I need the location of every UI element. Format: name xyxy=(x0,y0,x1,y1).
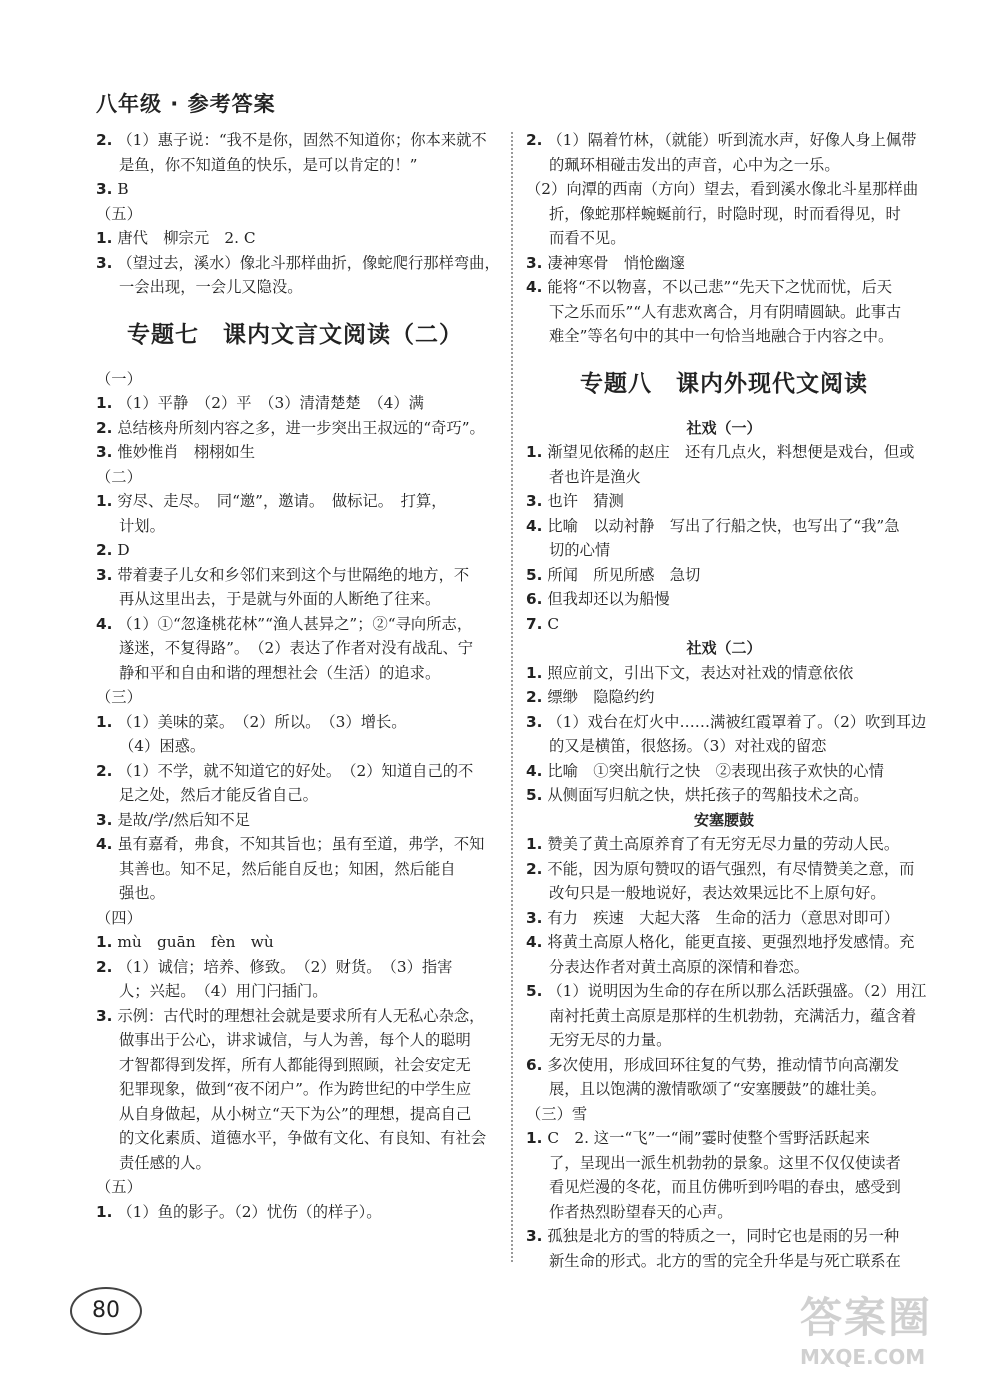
answer-text: 难全”等名句中的其中一句恰当地融合于内容之中。 xyxy=(549,327,894,345)
answer-text: 折，像蛇那样蜿蜒前行，时隐时现，时而看得见，时 xyxy=(549,204,901,223)
answer-number: 5. xyxy=(526,786,543,804)
answer-line xyxy=(96,1077,494,1102)
answer-line xyxy=(96,202,494,227)
answer-text: 犯罪现象，做到“夜不闭户”。作为跨世纪的中学生应 xyxy=(119,1080,472,1098)
answer-number: 4. xyxy=(96,614,113,633)
answer-text: （2）向潭的西南（方向）望去，看到溪水像北斗星那样曲 xyxy=(526,180,919,198)
answer-number: 6. xyxy=(526,1055,543,1074)
answer-number: 3. xyxy=(526,492,543,510)
answer-text: 照应前文，引出下文，表达对社戏的情意依依 xyxy=(547,663,854,682)
answer-text: 新生命的形式。北方的雪的完全升华是与死亡联系在 xyxy=(549,1251,901,1270)
answer-line xyxy=(526,153,922,178)
answer-line xyxy=(96,563,494,588)
answer-line xyxy=(526,1249,922,1274)
answer-line xyxy=(526,1004,922,1029)
answer-text: （四） xyxy=(96,908,142,927)
answer-line xyxy=(526,202,922,227)
right-column xyxy=(526,128,927,1273)
answer-line xyxy=(526,979,927,1004)
answer-text: 人；兴起。 （4）用门闩插门。 xyxy=(119,982,328,1000)
answer-text: 惟妙惟肖 栩栩如生 xyxy=(117,443,256,461)
answer-line xyxy=(526,906,922,931)
answer-text: （三） xyxy=(96,688,142,706)
answer-line xyxy=(526,1200,922,1225)
answer-number: 3. xyxy=(96,180,113,198)
answer-text: 是鱼，你不知道鱼的快乐，是可以肯定的！” xyxy=(119,155,418,174)
answer-text: （1）平静 （2）平 （3）清清楚楚 （4）满 xyxy=(117,394,424,412)
answer-number: 1. xyxy=(96,933,113,951)
answer-line xyxy=(526,440,922,465)
answer-text: 总结核舟所刻内容之多，进一步突出王叔远的“奇巧”。 xyxy=(117,418,485,437)
answer-line xyxy=(526,1151,922,1176)
answer-number: 3. xyxy=(526,1227,543,1245)
answer-line xyxy=(96,832,494,857)
answer-line xyxy=(96,367,494,392)
section-title: 专题七 课内文言文阅读（二） xyxy=(127,321,463,348)
answer-line xyxy=(96,226,494,251)
answer-text: （1）鱼的影子。（2）忧伤（的样子）。 xyxy=(117,1202,382,1221)
answer-line xyxy=(526,612,922,637)
answer-text: 了，呈现出一派生机勃勃的景象。这里不仅仅使读者 xyxy=(549,1153,901,1172)
answer-number: 7. xyxy=(526,614,543,633)
answer-line xyxy=(96,881,494,906)
answer-line xyxy=(526,251,922,276)
answer-text: 作者热烈盼望春天的心声。 xyxy=(549,1202,733,1221)
answer-text: 下之乐而乐”“人有悲欢离合，月有阴晴圆缺。此事古 xyxy=(549,302,902,321)
answer-line xyxy=(96,1151,494,1176)
answer-text: 但我却还以为船慢 xyxy=(547,590,670,608)
answer-line xyxy=(526,832,922,857)
page-header: 八年级 · 参考答案 xyxy=(96,92,276,116)
answer-line xyxy=(526,1126,922,1151)
answer-text: （1）惠子说：“我不是你，固然不知道你；你本来就不 xyxy=(117,131,487,149)
answer-number: 2. xyxy=(96,131,113,149)
watermark-logo-text: 答案圈 xyxy=(800,1293,933,1342)
answer-text: 而看不见。 xyxy=(549,229,626,247)
answer-number: 1. xyxy=(526,663,543,682)
answer-line xyxy=(96,636,494,661)
answer-text: 多次使用，形成回环往复的气势，推动情节向高潮发 xyxy=(547,1055,900,1074)
answer-text: （1）说明因为生命的存在所以那么活跃强盛。（2）用江 xyxy=(547,982,927,1000)
answer-line xyxy=(526,661,922,686)
answer-text: （4）困惑。 xyxy=(119,737,206,755)
column-divider xyxy=(511,132,513,1262)
answer-text: 足之处，然后才能反省自己。 xyxy=(119,786,318,804)
answer-number: 1. xyxy=(96,229,113,247)
answer-number: 2. xyxy=(526,688,543,706)
answer-line xyxy=(96,440,494,465)
answer-line xyxy=(526,783,922,808)
section-title: 专题八 课内外现代文阅读 xyxy=(580,370,868,397)
answer-line xyxy=(526,275,922,300)
answer-number: 3. xyxy=(526,253,543,272)
answer-text: 强也。 xyxy=(119,884,165,902)
answer-text: 不能，因为原句赞叹的语气强烈，有尽情赞美之意，而 xyxy=(547,859,915,878)
answer-text: 一会出现，一会儿又隐没。 xyxy=(119,278,303,296)
answer-text: 比喻 ①突出航行之快 ②表现出孩子欢快的心情 xyxy=(547,761,884,780)
answer-line xyxy=(96,275,494,300)
answer-line xyxy=(526,1224,922,1249)
answer-line xyxy=(96,808,494,833)
answer-text: 从自身做起，从小树立“天下为公”的理想，提高自己 xyxy=(119,1104,472,1123)
answer-line xyxy=(96,661,494,686)
answer-text: 者也许是渔火 xyxy=(549,467,641,486)
answer-text: 比喻 以动衬静 写出了行船之快，也写出了“我”急 xyxy=(547,516,900,535)
answer-line xyxy=(526,514,922,539)
answer-number: 5. xyxy=(526,565,543,584)
answer-text: 分表达作者对黄土高原的深情和眷恋。 xyxy=(549,957,810,976)
answer-line xyxy=(96,177,494,202)
answer-line xyxy=(96,783,494,808)
subsection-title: 社戏（二） xyxy=(686,639,762,657)
answer-text: B xyxy=(117,180,129,198)
answer-number: 4. xyxy=(526,278,543,296)
answer-text: 缥缈 隐隐约约 xyxy=(547,688,655,706)
answer-line xyxy=(96,489,494,514)
answer-line xyxy=(96,857,494,882)
answer-number: 1. xyxy=(96,1202,113,1221)
answer-line xyxy=(526,465,922,490)
answer-text: 带着妻子儿女和乡邻们来到这个与世隔绝的地方，不 xyxy=(117,565,470,584)
answer-text: 有力 疾速 大起大落 生命的活力（意思对即可） xyxy=(547,908,900,927)
answer-number: 2. xyxy=(96,957,113,976)
answer-line xyxy=(526,226,922,251)
answer-line xyxy=(96,514,494,539)
answer-text: （1）不学，就不知道它的好处。 （2）知道自己的不 xyxy=(117,761,474,780)
answer-number: 3. xyxy=(96,443,113,461)
answer-line xyxy=(526,955,922,980)
watermark-site: MXQE.COM xyxy=(800,1345,926,1369)
answer-number: 4. xyxy=(526,761,543,780)
answer-number: 6. xyxy=(526,590,543,608)
answer-line xyxy=(526,538,922,563)
answer-line xyxy=(96,612,494,637)
answer-text: 南衬托黄土高原是那样的生机勃勃，充满活力，蕴含着 xyxy=(549,1006,917,1025)
answer-text: 从侧面写归航之快，烘托孩子的驾船技术之高。 xyxy=(547,786,869,804)
answer-line xyxy=(526,734,922,759)
answer-text: （五） xyxy=(96,1178,142,1196)
answer-number: 3. xyxy=(96,810,113,829)
answer-text: 改句只是一般地说好，表达效果远比不上原句好。 xyxy=(549,884,886,902)
answer-text: 其善也。知不足，然后能自反也；知困，然后能自 xyxy=(119,859,456,878)
answer-line xyxy=(526,563,922,588)
answer-text: 的珮环相碰击发出的声音，心中为之一乐。 xyxy=(549,155,840,174)
answer-line xyxy=(526,300,922,325)
answer-text: 计划。 xyxy=(119,516,165,535)
answer-line xyxy=(96,1004,494,1029)
answer-text: （三）雪 xyxy=(526,1104,588,1123)
answer-line xyxy=(96,979,494,1004)
answer-text: 责任感的人。 xyxy=(119,1153,211,1172)
answer-text: 静和平和自由和谐的理想社会（生活）的追求。 xyxy=(119,663,441,682)
answer-number: 3. xyxy=(96,253,113,272)
answer-text: C 2. 这一“飞”一“闹”霎时使整个雪野活跃起来 xyxy=(547,1129,870,1147)
answer-number: 5. xyxy=(526,982,543,1000)
answer-number: 3. xyxy=(526,908,543,927)
answer-line xyxy=(526,710,927,735)
answer-number: 1. xyxy=(96,492,113,510)
answer-line xyxy=(526,759,922,784)
answer-text: 渐望见依稀的赵庄 还有几点火，料想便是戏台，但或 xyxy=(547,443,915,461)
answer-line xyxy=(96,1053,494,1078)
answer-text: 赞美了黄土高原养育了有无穷无尽力量的劳动人民。 xyxy=(547,835,900,853)
answer-text: 再从这里出去，于是就与外面的人断绝了往来。 xyxy=(119,590,441,608)
answer-line xyxy=(96,538,494,563)
answer-text: （望过去，溪水）像北斗那样曲折，像蛇爬行那样弯曲， xyxy=(117,253,500,272)
answer-text: 将黄土高原人格化，能更直接、更强烈地抒发感情。充 xyxy=(547,933,915,951)
answer-text: 唐代 柳宗元 2. C xyxy=(117,229,256,247)
answer-text: （1）①“忽逢桃花林”“渔人甚异之”；②“寻向所志， xyxy=(117,614,473,633)
answer-text: 是故/学/然后知不足 xyxy=(117,810,251,829)
answer-number: 1. xyxy=(526,443,543,461)
answer-line xyxy=(96,685,494,710)
answer-text: 穷尽、走尽。 同“邀”，邀请。 做标记。 打算， xyxy=(117,492,447,510)
answer-number: 2. xyxy=(526,859,543,878)
answer-number: 1. xyxy=(526,1129,543,1147)
answer-number: 2. xyxy=(96,541,113,559)
answer-text: 孤独是北方的雪的特质之一，同时它也是雨的另一种 xyxy=(547,1227,900,1245)
answer-line xyxy=(96,391,494,416)
subsection-title: 社戏（一） xyxy=(686,418,762,437)
answer-text: 示例：古代时的理想社会就是要求所有人无私心杂念， xyxy=(117,1006,485,1025)
answer-line xyxy=(96,1028,494,1053)
answer-line xyxy=(96,734,494,759)
answer-line xyxy=(526,881,922,906)
answer-text: mù guān fèn wù xyxy=(117,933,274,951)
answer-line xyxy=(96,710,494,735)
page-number: 80 xyxy=(70,1287,142,1335)
answer-text: （五） xyxy=(96,204,142,223)
answer-number: 3. xyxy=(96,565,113,584)
answer-text: （一） xyxy=(96,369,142,388)
answer-text: （1）诚信；培养、修致。 （2）财货。 （3）指害 xyxy=(117,957,453,976)
answer-number: 1. xyxy=(526,835,543,853)
answer-text: C xyxy=(547,614,560,633)
watermark-logo xyxy=(800,1285,985,1370)
answer-line xyxy=(526,857,922,882)
answer-line xyxy=(526,324,922,349)
left-column xyxy=(96,128,500,1224)
answer-line xyxy=(96,1102,494,1127)
answer-text: 也许 猜测 xyxy=(547,492,624,510)
answer-line xyxy=(526,1102,922,1127)
answer-text: 做事出于公心，讲求诚信，与人为善，每个人的聪明 xyxy=(119,1031,471,1049)
answer-number: 3. xyxy=(526,712,543,731)
answer-line xyxy=(526,1175,922,1200)
answer-text: 的文化素质、道德水平，争做有文化、有良知、有社会 xyxy=(119,1129,487,1147)
answer-text: （1）戏台在灯火中……满被红霞罩着了。（2）吹到耳边 xyxy=(547,712,927,731)
answer-number: 2. xyxy=(526,131,543,149)
answer-number: 1. xyxy=(96,712,113,731)
answer-text: 无穷无尽的力量。 xyxy=(549,1031,672,1049)
answer-line xyxy=(96,1200,494,1225)
answer-line xyxy=(96,759,494,784)
answer-text: 的又是横笛，很悠扬。（3）对社戏的留恋 xyxy=(549,737,827,755)
answer-line xyxy=(96,930,494,955)
answer-line xyxy=(96,1126,494,1151)
answer-number: 4. xyxy=(526,933,543,951)
answer-line xyxy=(526,1077,922,1102)
answer-text: 能将“不以物喜，不以己悲”“先天下之忧而忧，后天 xyxy=(547,278,893,296)
answer-text: 切的心情 xyxy=(549,541,611,559)
subsection-title: 安塞腰鼓 xyxy=(693,810,754,829)
answer-line xyxy=(96,465,494,490)
answer-number: 2. xyxy=(96,761,113,780)
answer-text: （1）美味的菜。 （2）所以。 （3）增长。 xyxy=(117,712,407,731)
answer-number: 2. xyxy=(96,418,113,437)
answer-text: 看见烂漫的冬花，而且仿佛听到吟唱的春虫，感受到 xyxy=(549,1178,901,1196)
answer-line xyxy=(96,128,494,153)
answer-line xyxy=(526,128,922,153)
answer-text: （二） xyxy=(96,467,142,486)
answer-line xyxy=(96,1175,494,1200)
answer-line xyxy=(96,906,494,931)
answer-text: 虽有嘉肴，弗食，不知其旨也；虽有至道，弗学，不知 xyxy=(117,835,485,853)
answer-text: 遂迷，不复得路”。 （2）表达了作者对没有战乱、宁 xyxy=(119,639,474,657)
answer-text: 凄神寒骨 悄怆幽邃 xyxy=(547,253,686,272)
answer-number: 4. xyxy=(526,516,543,535)
answer-number: 1. xyxy=(96,394,113,412)
answer-line xyxy=(526,930,922,955)
answer-line xyxy=(96,955,494,980)
answer-line xyxy=(526,1053,922,1078)
answer-text: （1）隔着竹林，（就能）听到流水声，好像人身上佩带 xyxy=(547,131,917,149)
answer-text: D xyxy=(117,541,130,559)
answer-line xyxy=(526,685,922,710)
answer-line xyxy=(526,177,922,202)
answer-number: 3. xyxy=(96,1006,113,1025)
answer-text: 才智都得到发挥，所有人都能得到照顾，社会安定无 xyxy=(119,1055,471,1074)
answer-line xyxy=(96,153,494,178)
answer-line xyxy=(96,251,500,276)
answer-text: 所闻 所见所感 急切 xyxy=(547,565,701,584)
answer-line xyxy=(526,587,922,612)
answer-line xyxy=(526,489,922,514)
answer-line xyxy=(526,1028,922,1053)
answer-line xyxy=(96,587,494,612)
answer-text: 展，且以饱满的激情歌颂了“安塞腰鼓”的雄壮美。 xyxy=(549,1080,886,1098)
answer-number: 4. xyxy=(96,835,113,853)
answer-line xyxy=(96,416,494,441)
